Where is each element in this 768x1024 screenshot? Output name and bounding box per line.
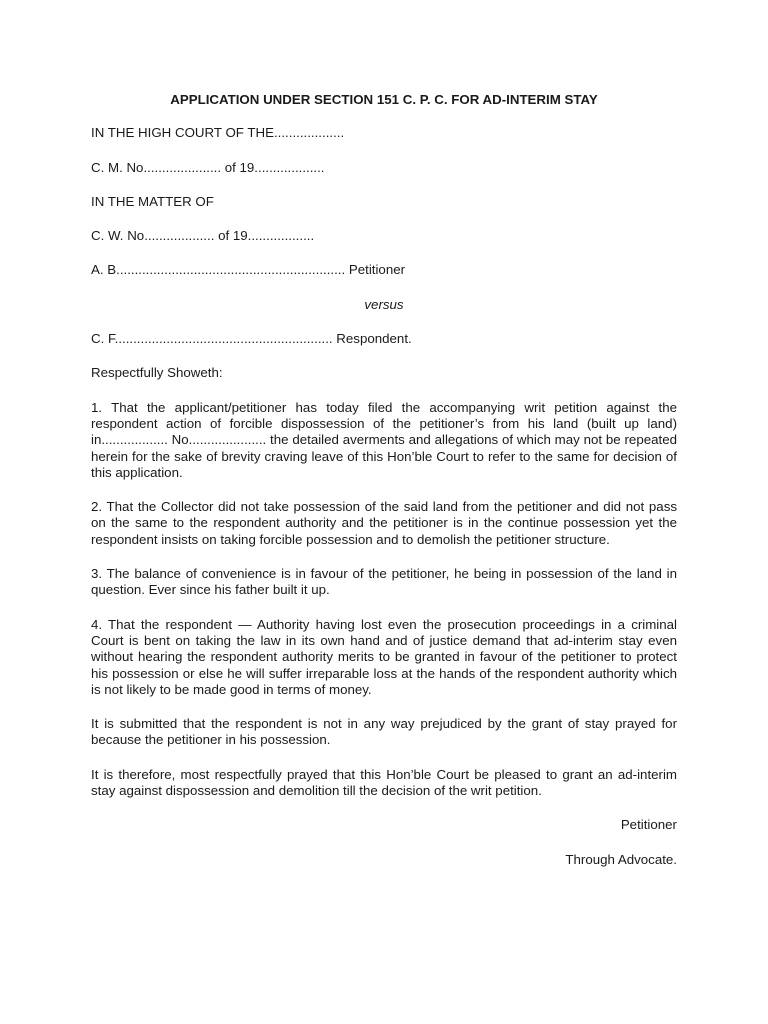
document-title: APPLICATION UNDER SECTION 151 C. P. C. FOR AD-INTERIM STAY bbox=[170, 92, 598, 107]
versus-line: versus bbox=[364, 296, 404, 312]
document-body bbox=[91, 92, 677, 886]
cw-number-line: C. W. No................... of 19.................. bbox=[91, 228, 315, 244]
paragraph-1: 1. That the applicant/petitioner has today filed the accompanying writ petition against the respondent action of forcible dispossession of the petitioner’s from his land (built up land) in.................. No..................... the detailed averments and allegations of which may not be repeated herein for the sake of brevity craving leave of this Hon’ble Court to refer to the same for decision of this application. bbox=[91, 399, 677, 480]
petitioner-line: A. B.............................................................. Petitioner bbox=[91, 262, 406, 278]
paragraph-4: 4. That the respondent — Authority having lost even the prosecution proceedings in a criminal Court is bent on taking the law in its own hand and of justice demand that ad-interim stay even without hearing the respondent authority merits to be granted in favour of the petitioner to protect his possession or else he will suffer irreparable loss at the hands of the respondent authority which is not likely to be made good in terms of money. bbox=[91, 616, 677, 697]
signature-advocate: Through Advocate. bbox=[565, 851, 677, 867]
paragraph-submission: It is submitted that the respondent is not in any way prejudiced by the grant of stay prayed for because the petitioner in his possession. bbox=[91, 716, 677, 748]
matter-line: IN THE MATTER OF bbox=[91, 193, 214, 209]
paragraph-2: 2. That the Collector did not take possession of the said land from the petitioner and did not pass on the same to the respondent authority and the petitioner is in the continue possession yet the respondent insists on taking forcible possession and to demolish the petitioner structure. bbox=[91, 499, 677, 547]
cm-number-line: C. M. No..................... of 19................... bbox=[91, 159, 325, 175]
paragraph-3: 3. The balance of convenience is in favour of the petitioner, he being in possession of the land in question. Ever since his father built it up. bbox=[91, 566, 677, 598]
respondent-line: C. F........................................................... Respondent. bbox=[91, 331, 412, 347]
signature-petitioner: Petitioner bbox=[620, 817, 677, 833]
paragraph-prayer: It is therefore, most respectfully prayed that this Hon’ble Court be pleased to grant an ad-interim stay against dispossession and demolition till the decision of the writ petition. bbox=[91, 766, 677, 799]
court-line: IN THE HIGH COURT OF THE................... bbox=[91, 125, 345, 141]
salutation: Respectfully Showeth: bbox=[91, 365, 223, 381]
